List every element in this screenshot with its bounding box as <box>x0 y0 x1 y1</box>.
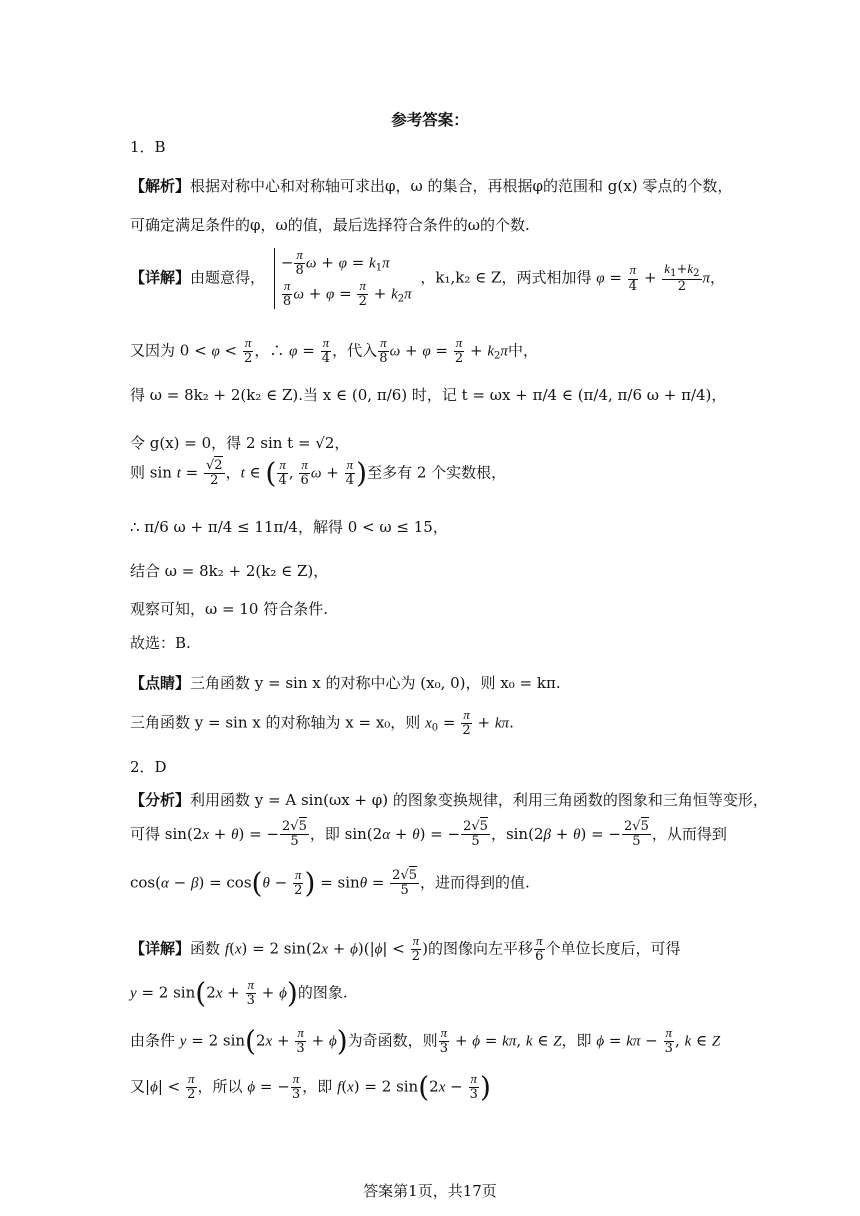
q2-detail-line2: y = 2 sin(2x + $\frac{\pi}{3}$ + ϕ)的图象. <box>130 976 348 1010</box>
q1-detail-line8: 观察可知，ω = 10 符合条件. <box>130 600 328 618</box>
q1-detail-line1: 【详解】由题意得， − $\frac{\pi}{8}$ $\omega + \varphi = k_1\pi$ $\frac{\pi}{8}$ ω + φ = $\frac{\pi}{2}$ + $k_2\pi$ ，k₁,k₂ ∈ Z，两式相加得 φ = $\frac{\pi}{4}$ + $\frac{k_1+k_2}{2}$ π， <box>130 247 726 309</box>
q2-analysis-line1: 【分析】利用函数 y = A sin(ωx + φ) 的图象变换规律，利用三角函数的图象和三角恒等变形， <box>130 791 768 809</box>
page-footer: 答案第1页，共17页 <box>363 1182 497 1200</box>
q1-detail-line9: 故选：B. <box>130 634 191 652</box>
q2-analysis-line3: cos(α − β) = cos(θ − $\frac{\pi}{2}$ ) = sinθ = $\frac{2√5}{5}$ ，进而得到的值. <box>130 866 530 900</box>
q1-detail-line6: ∴ π/6 ω + π/4 ≤ 11π/4，解得 0 < ω ≤ 15， <box>130 518 448 536</box>
q2-detail-line1: 【详解】函数 f(x) = 2 sin(2x + ϕ)(|ϕ| < $\frac{\pi}{2}$ )的图像向左平移 $\frac{\pi}{6}$ 个单位长度后，可得 <box>130 933 681 965</box>
q2-detail-line3: 由条件 y = 2 sin(2x + $\frac{\pi}{3}$ + ϕ)为奇函数，则 $\frac{\pi}{3}$ + ϕ = kπ, k ∈ Z，即 ϕ = kπ − $\frac{\pi}{3}$ , k ∈ Z <box>130 1024 721 1058</box>
q1-detail-line3: 得 ω = 8k₂ + 2(k₂ ∈ Z).当 x ∈ (0, π/6) 时，记 t = ωx + π/4 ∈ (π/4, π/6 ω + π/4)， <box>130 386 727 404</box>
q2-answer: 2．D <box>130 758 167 776</box>
q2-detail-line4: 又|ϕ| < $\frac{\pi}{2}$ ，所以 ϕ = − $\frac{\pi}{3}$ ，即 f(x) = 2 sin(2x − $\frac{\pi}{3}$ ) <box>130 1070 491 1104</box>
q1-detail-line2: 又因为 0 < φ < $\frac{\pi}{2}$ ，∴ φ = $\frac{\pi}{4}$ ，代入 $\frac{\pi}{8}$ ω + φ = $\frac{\pi}{2}$ + $k_2\pi$中， <box>130 335 538 367</box>
q2-analysis-line2: 可得 sin(2x + θ) = − $\frac{2√5}{5}$ ，即 sin(2α + θ) = − $\frac{2√5}{5}$ ，sin(2β + θ) = − $\frac{2√5}{5}$ ，从而得到 <box>130 819 727 850</box>
q1-detail-line7: 结合 ω = 8k₂ + 2(k₂ ∈ Z)， <box>130 562 329 580</box>
page-title: 参考答案： <box>391 110 469 129</box>
q1-analysis-line1: 【解析】根据对称中心和对称轴可求出φ，ω 的集合，再根据φ的范围和 g(x) 零点的个数， <box>130 177 733 195</box>
q1-note-line2: 三角函数 y = sin x 的对称轴为 x = x₀，则 $x_0$ = $\frac{\pi}{2}$ + kπ. <box>130 707 514 739</box>
q1-answer: 1．B <box>130 138 166 156</box>
q1-analysis-line2: 可确定满足条件的φ，ω的值，最后选择符合条件的ω的个数. <box>130 216 530 234</box>
q1-detail-line4: 令 g(x) = 0，得 2 sin t = √2， <box>130 434 350 452</box>
q1-note-line1: 【点睛】三角函数 y = sin x 的对称中心为 (x₀, 0)，则 x₀ = kπ. <box>130 674 561 692</box>
q1-detail-line5: 则 sin t = $\frac{√2}{2}$ ，t ∈ ( $\frac{\pi}{4}$ , $\frac{\pi}{6}$ ω + $\frac{\pi}{4}$ )至多有 2 个实数根， <box>130 456 507 490</box>
